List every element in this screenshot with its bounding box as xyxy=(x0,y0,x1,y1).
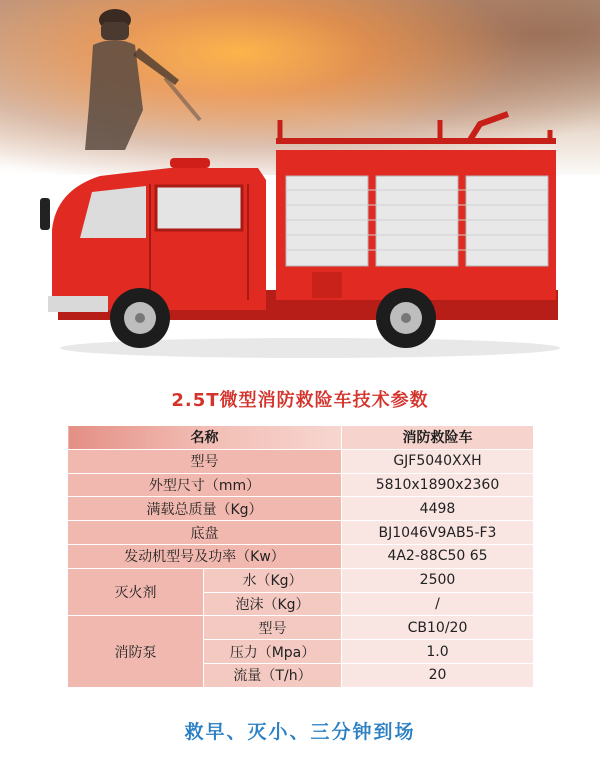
table-row xyxy=(68,568,534,592)
table-row xyxy=(68,544,534,568)
row-label: 型号 xyxy=(68,449,342,473)
group-label-extinguishant: 灭火剂 xyxy=(68,568,204,616)
row-label: 满载总质量（Kg） xyxy=(68,497,342,521)
rear-wheel xyxy=(376,288,436,348)
row-value: GJF5040XXH xyxy=(342,449,534,473)
row-value: 20 xyxy=(342,663,534,687)
header-name: 名称 xyxy=(68,426,342,450)
row-label: 流量（T/h） xyxy=(204,663,342,687)
row-value: / xyxy=(342,592,534,616)
row-value: 4A2-88C50 65 xyxy=(342,544,534,568)
table-row xyxy=(68,521,534,545)
row-value: 5810x1890x2360 xyxy=(342,473,534,497)
row-label: 发动机型号及功率（Kw） xyxy=(68,544,342,568)
row-value: BJ1046V9AB5-F3 xyxy=(342,521,534,545)
row-label: 压力（Mpa） xyxy=(204,640,342,664)
row-value: 4498 xyxy=(342,497,534,521)
row-label: 型号 xyxy=(204,616,342,640)
table-row xyxy=(68,497,534,521)
front-wheel xyxy=(110,288,170,348)
row-label: 底盘 xyxy=(68,521,342,545)
table-row xyxy=(68,473,534,497)
row-label: 水（Kg） xyxy=(204,568,342,592)
group-label-pump: 消防泵 xyxy=(68,616,204,687)
slogan: 救早、灭小、三分钟到场 xyxy=(184,721,416,743)
row-label: 泡沫（Kg） xyxy=(204,592,342,616)
header-value: 消防救险车 xyxy=(342,426,534,450)
row-label: 外型尺寸（mm） xyxy=(68,473,342,497)
table-row xyxy=(68,449,534,473)
spec-table xyxy=(67,425,534,688)
row-value: CB10/20 xyxy=(342,616,534,640)
row-value: 1.0 xyxy=(342,640,534,664)
spec-table-title: 2.5T微型消防救险车技术参数 xyxy=(171,390,429,411)
table-header-row xyxy=(68,426,534,450)
row-value: 2500 xyxy=(342,568,534,592)
fire-truck-image xyxy=(30,110,570,365)
table-row xyxy=(68,616,534,640)
